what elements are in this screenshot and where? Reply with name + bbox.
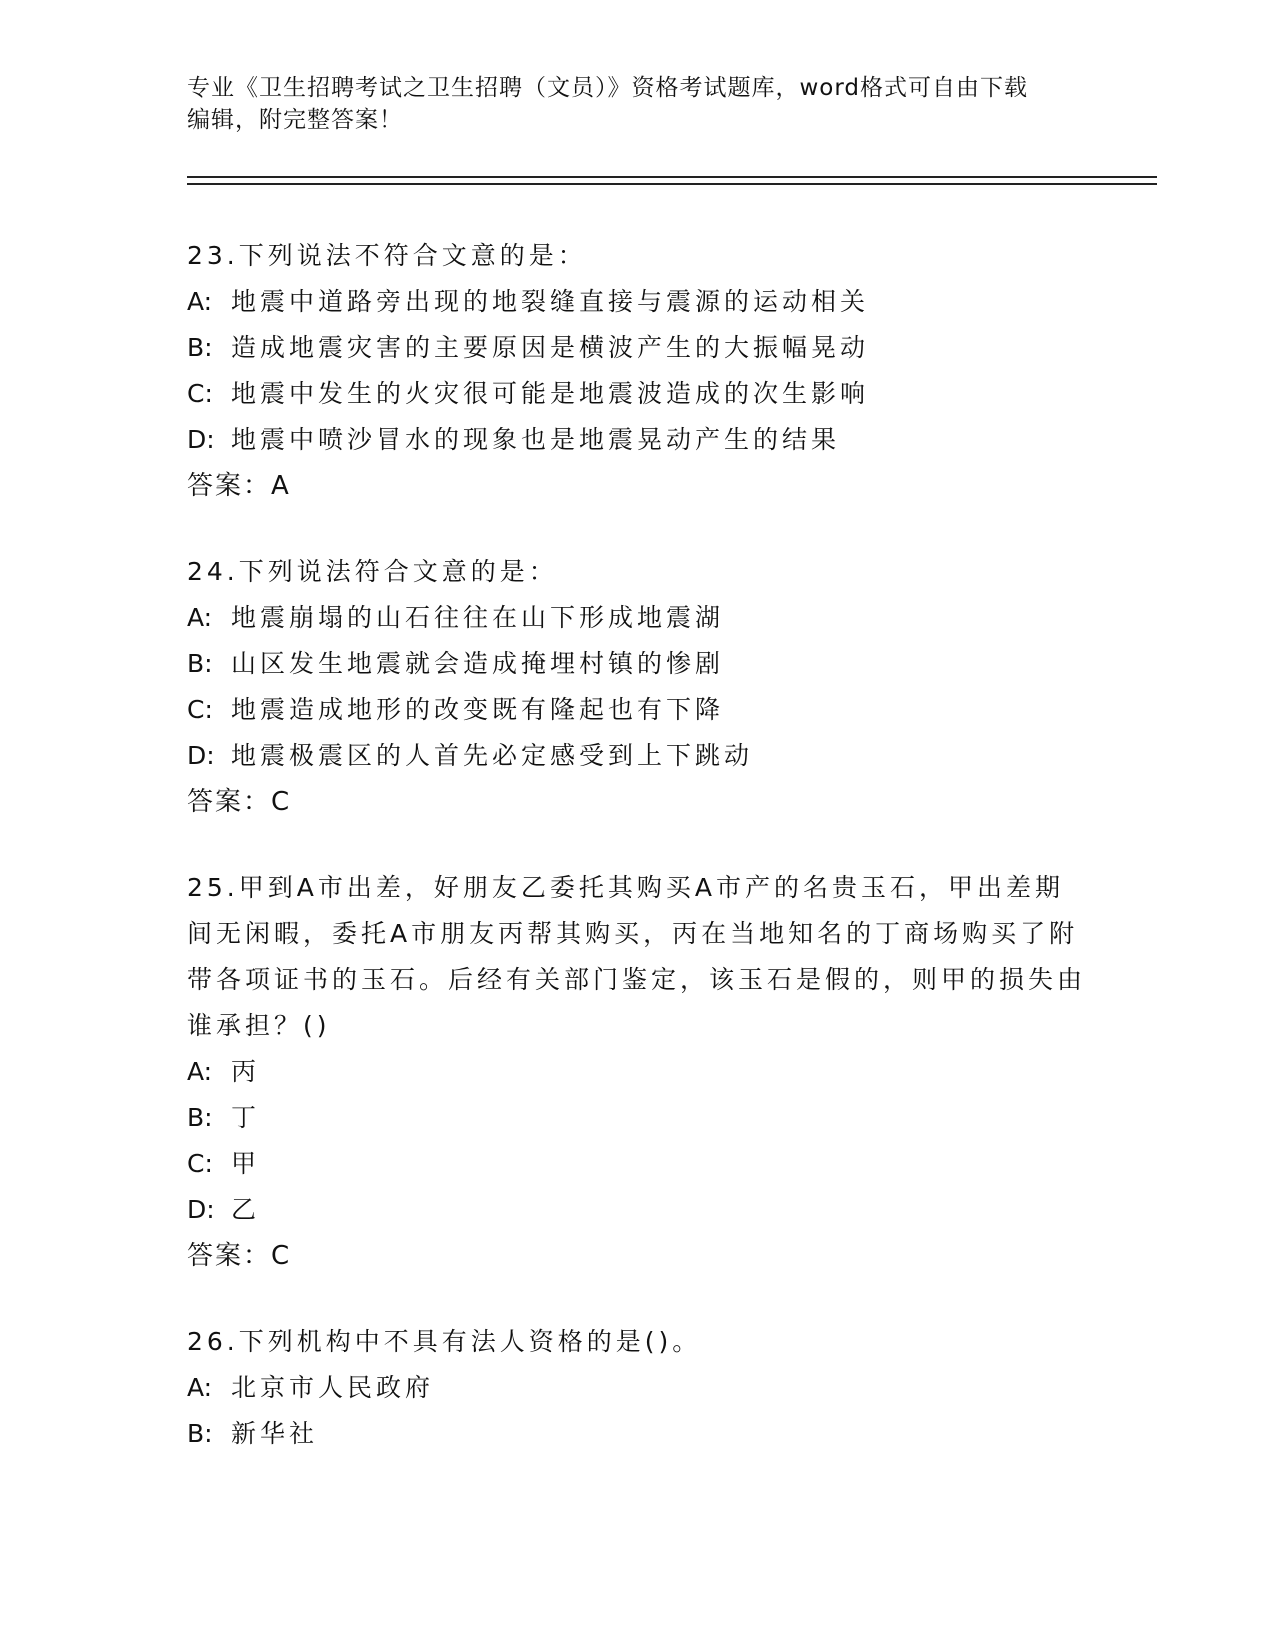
option-text: 丙 <box>231 1057 261 1086</box>
option-a <box>187 1049 1087 1095</box>
question-stem: 24.下列说法符合文意的是： <box>187 557 558 586</box>
option-text: 地震造成地形的改变既有隆起也有下降 <box>231 695 725 724</box>
option-a <box>187 279 1087 325</box>
option-text: 地震中道路旁出现的地裂缝直接与震源的运动相关 <box>231 287 870 316</box>
option-text: 北京市人民政府 <box>231 1373 435 1402</box>
option-a <box>187 595 1087 641</box>
option-b <box>187 1095 1087 1141</box>
document-header <box>187 72 1067 136</box>
option-letter: C: <box>187 695 213 724</box>
option-letter: B: <box>187 1103 213 1132</box>
option-text: 地震中喷沙冒水的现象也是地震晃动产生的结果 <box>231 425 841 454</box>
option-text: 丁 <box>231 1103 261 1132</box>
question-23 <box>187 233 1087 509</box>
option-letter: B: <box>187 649 213 678</box>
answer-line: 答案：A <box>187 471 291 501</box>
option-text: 地震中发生的火灾很可能是地震波造成的次生影响 <box>231 379 870 408</box>
question-24 <box>187 549 1087 825</box>
header-line-1: 专业《卫生招聘考试之卫生招聘（文员）》资格考试题库，word格式可自由下载 <box>187 75 1029 101</box>
option-d <box>187 1187 1087 1233</box>
option-letter: B: <box>187 333 213 362</box>
option-text: 乙 <box>231 1195 261 1224</box>
option-b <box>187 1411 1087 1457</box>
option-letter: C: <box>187 379 213 408</box>
option-c <box>187 371 1087 417</box>
option-text: 山区发生地震就会造成掩埋村镇的惨剧 <box>231 649 725 678</box>
option-letter: A: <box>187 1373 213 1402</box>
option-letter: B: <box>187 1419 213 1448</box>
option-letter: D: <box>187 741 215 770</box>
question-stem: 23.下列说法不符合文意的是： <box>187 241 587 270</box>
option-letter: A: <box>187 287 213 316</box>
option-letter: D: <box>187 1195 215 1224</box>
option-text: 地震极震区的人首先必定感受到上下跳动 <box>231 741 754 770</box>
option-c <box>187 687 1087 733</box>
option-text: 甲 <box>231 1149 261 1178</box>
option-letter: C: <box>187 1149 213 1178</box>
question-stem: 26.下列机构中不具有法人资格的是()。 <box>187 1327 702 1356</box>
question-stem: 25.甲到A市出差，好朋友乙委托其购买A市产的名贵玉石，甲出差期间无闲暇，委托A市朋友丙帮其购买，丙在当地知名的丁商场购买了附带各项证书的玉石。后经有关部门鉴定，该玉石是假的，则甲的损失由谁承担？() <box>187 873 1087 1040</box>
option-letter: D: <box>187 425 215 454</box>
option-text: 地震崩塌的山石往往在山下形成地震湖 <box>231 603 725 632</box>
option-b <box>187 641 1087 687</box>
question-list <box>187 233 1087 1497</box>
option-letter: A: <box>187 603 213 632</box>
option-a <box>187 1365 1087 1411</box>
option-letter: A: <box>187 1057 213 1086</box>
option-text: 造成地震灾害的主要原因是横波产生的大振幅晃动 <box>231 333 870 362</box>
answer-line: 答案：C <box>187 787 292 817</box>
answer-line: 答案：C <box>187 1241 292 1271</box>
option-d <box>187 733 1087 779</box>
question-25 <box>187 865 1087 1279</box>
question-26 <box>187 1319 1087 1457</box>
option-text: 新华社 <box>231 1419 319 1448</box>
option-b <box>187 325 1087 371</box>
header-divider <box>187 176 1157 185</box>
option-d <box>187 417 1087 463</box>
header-line-2: 编辑，附完整答案！ <box>187 107 403 133</box>
option-c <box>187 1141 1087 1187</box>
